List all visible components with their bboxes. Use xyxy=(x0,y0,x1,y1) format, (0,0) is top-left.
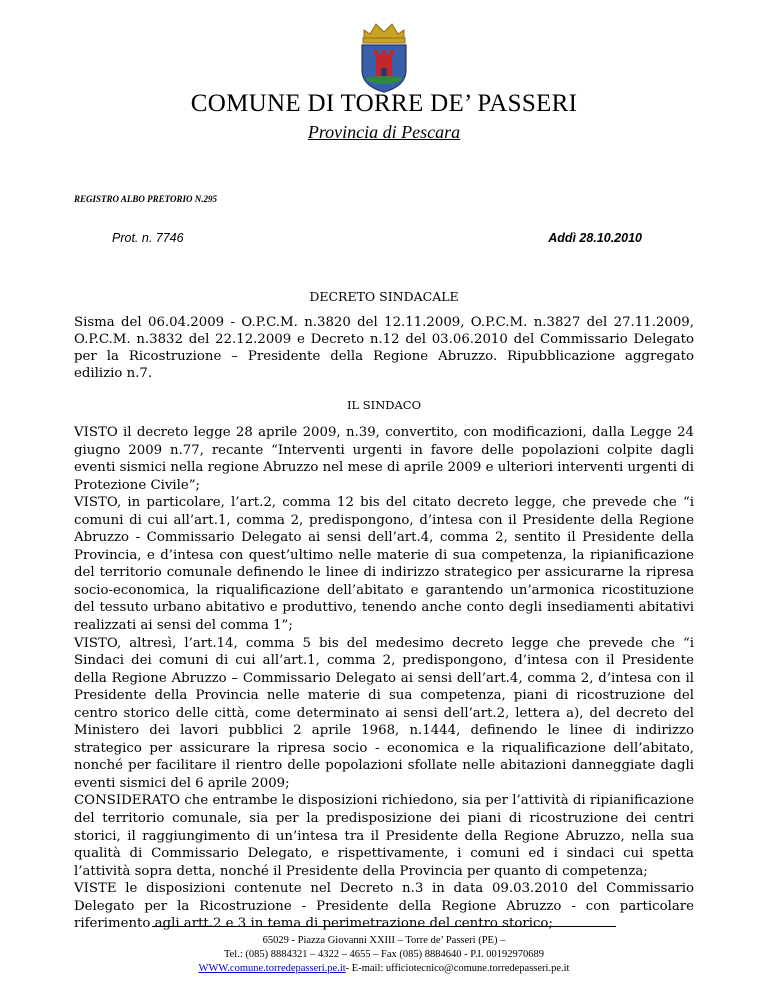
footer-address: 65029 - Piazza Giovanni XXIII – Torre de’ Passeri (PE) – xyxy=(262,935,506,946)
footer xyxy=(0,934,768,976)
municipal-crest-icon xyxy=(352,18,416,94)
document-date: Addì 28.10.2010 xyxy=(548,231,642,245)
body-paragraph: VISTO il decreto legge 28 aprile 2009, n.39, convertito, con modificazioni, dalla Legge 24 giugno 2009 n.77, recante “Interventi urgenti in favore delle popolazioni colpite dagli eventi sismici nella regione Abruzzo nel mese di aprile 2009 e ulteriori interventi urgenti di Protezione Civile”; xyxy=(74,425,694,493)
body-paragraph: VISTO, altresì, l’art.14, comma 5 bis del medesimo decreto legge che prevede che “i Sindaci dei comuni di cui all’art.1, comma 2, predispongono, d’intesa con il Presidente della Regione Abruzzo – Commissario Delegato ai sensi dell’art.4, comma 2, d’intesa con il Presidente della Provincia nelle materie di sua competenza, piani di ricostruzione del centro storico delle città, come determinato ai sensi dell’art.2, lettera a), del decreto del Ministero dei lavori pubblici 2 aprile 1968, n.1444, definendo le linee di indirizzo strategico per assicurare la ripresa socio - economica e la riqualificazione dell’abitato, nonché per facilitare il rientro delle popolazioni sfollate nelle abitazioni danneggiate dagli eventi sismici del 6 aprile 2009; xyxy=(74,635,694,791)
municipality-title: COMUNE DI TORRE DE’ PASSERI xyxy=(190,90,578,117)
website-link[interactable]: WWW.comune.torredepasseri.pe.it xyxy=(198,963,346,974)
body-paragraph: VISTE le disposizioni contenute nel Decreto n.3 in data 09.03.2010 del Commissario Delegato per la Ricostruzione - Presidente della Regione Abruzzo - con particolare riferimento agli artt.2 e 3 in tema di perimetrazione del centro storico; xyxy=(74,881,694,932)
sindaco-heading: IL SINDACO xyxy=(346,398,422,412)
decree-subject: Sisma del 06.04.2009 - O.P.C.M. n.3820 del 12.11.2009, O.P.C.M. n.3827 del 27.11.2009, O.P.C.M. n.3832 del 22.12.2009 e Decreto n.12 del 03.06.2010 del Commissario Delegato per la Ricostruzione – Presidente della Regione Abruzzo. Ripubblicazione aggregato edilizio n.7. xyxy=(74,315,694,381)
footer-web-line xyxy=(0,962,768,976)
footer-email: - E-mail: ufficiotecnico@comune.torredepasseri.pe.it xyxy=(345,963,570,974)
body-paragraph: CONSIDERATO che entrambe le disposizioni richiedono, sia per l’attività di ripianificazione del territorio comunale, sia per la predisposizione dei piani di ricostruzione dei centri storici, il raggiungimento di un’intesa tra il Presidente della Regione Abruzzo, nella sua qualità di Commissario Delegato, e rispettivamente, i comuni ed i sindaci cui spetta l’attività sopra detta, nonché il Presidente della Provincia per quanto di competenza; xyxy=(74,793,694,879)
province-subtitle: Provincia di Pescara xyxy=(307,122,461,142)
footer-divider xyxy=(152,926,616,927)
decree-body xyxy=(74,424,694,933)
footer-contacts: Tel.: (085) 8884321 – 4322 – 4655 – Fax (085) 8884640 - P.I. 00192970689 xyxy=(223,949,545,960)
protocol-number: Prot. n. 7746 xyxy=(112,231,184,245)
body-paragraph: VISTO, in particolare, l’art.2, comma 12 bis del citato decreto legge, che prevede che “i comuni di cui all’art.1, comma 2, predispongono, d’intesa con il Presidente della Regione Abruzzo - Commissario Delegato ai sensi dell’art.4, comma 2, sentito il Presidente della Provincia, e d’intesa con quest’ultimo nelle materie di sua competenza, la ripianificazione del territorio comunale definendo le linee di indirizzo strategico per assicurarne la ripresa socio-economica, la riqualificazione dell’abitato e garantendo un’armonica ricostituzione del tessuto urbano abitativo e produttivo, tenendo anche conto degli insediamenti abitativi realizzati ai sensi del comma 1”; xyxy=(74,495,694,634)
registro-albo-label: REGISTRO ALBO PRETORIO N.295 xyxy=(74,194,218,204)
decree-title: DECRETO SINDACALE xyxy=(309,289,459,304)
